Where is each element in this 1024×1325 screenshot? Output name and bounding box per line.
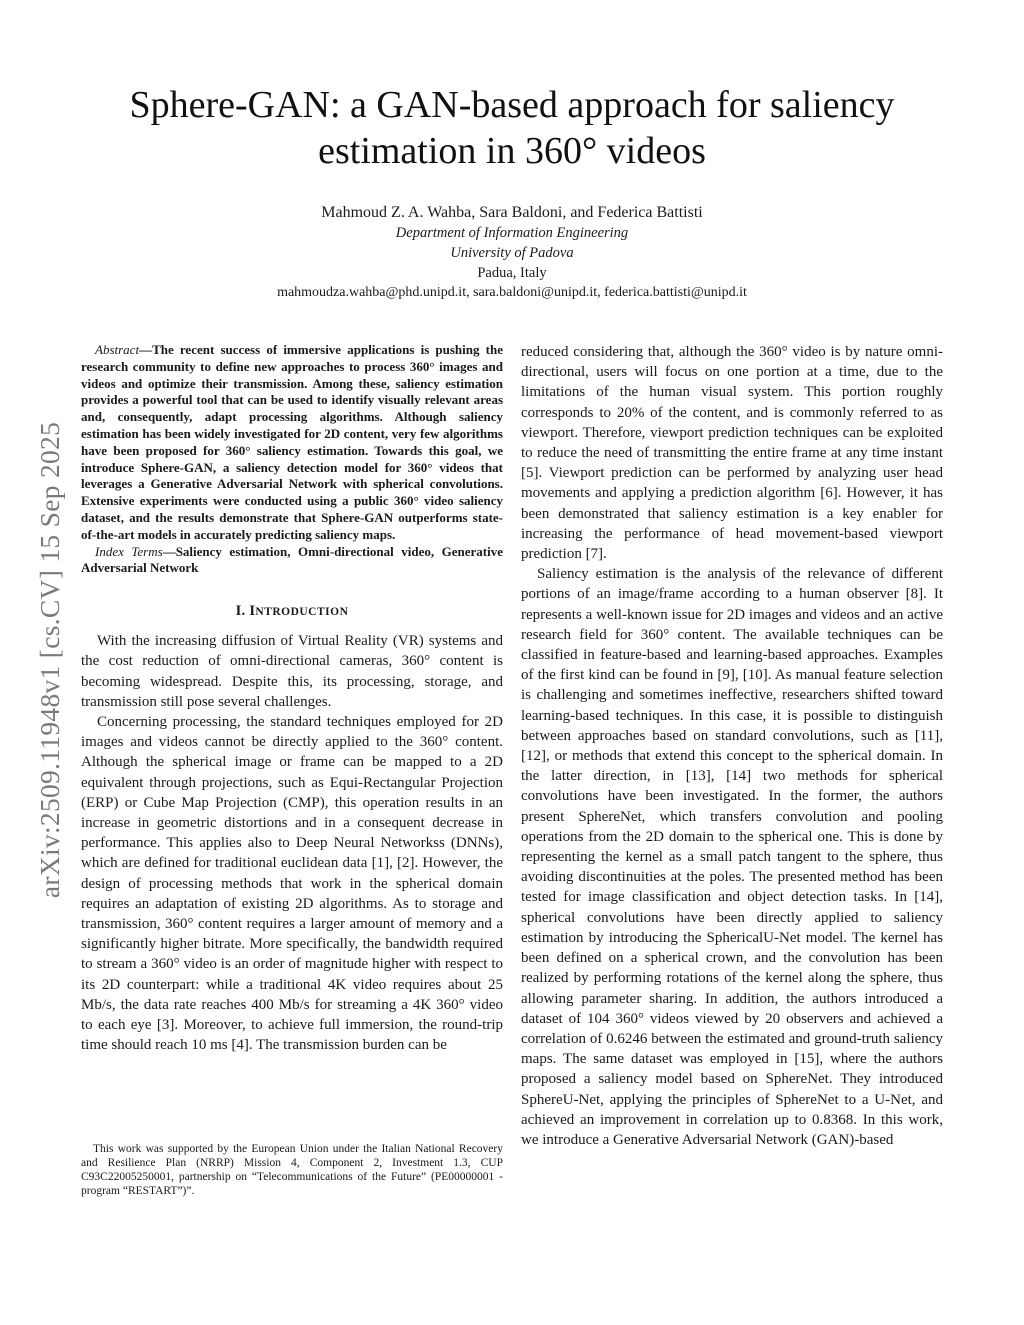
section-name: NTRODUCTION bbox=[255, 606, 349, 619]
author-list: Mahmoud Z. A. Wahba, Sara Baldoni, and Federica Battisti bbox=[321, 204, 703, 221]
abstract-text: —The recent success of immersive applications is pushing the research community to define new approaches to process 360° images and videos and optimize their transmission. Among these, saliency estimation provides a powerful tool that can be used to identify visually relevant areas and, consequently, adapt processing algorithms. Although saliency estimation has been widely investigated for 2D content, very few algorithms have been proposed for 360° saliency estimation. Towards this goal, we introduce Sphere-GAN, a saliency detection model for 360° videos that leverages a Generative Adversarial Network with spherical convolutions. Extensive experiments were conducted using a public 360° video saliency dataset, and the results demonstrate that Sphere-GAN outperforms state-of-the-art models in accurately predicting saliency maps. bbox=[81, 342, 503, 542]
right-column bbox=[521, 342, 943, 1150]
paragraph: Saliency estimation is the analysis of the relevance of different portions of an image/frame according to a human observer [8]. It represents a well-known issue for 2D images and videos and an active research field for 360° content. The available techniques can be classified in feature-based and learning-based approaches. Examples of the first kind can be found in [9], [10]. As manual feature selection is challenging and sometimes ineffective, researchers shifted toward learning-based techniques. In this case, it is possible to distinguish between approaches based on standard convolutions, such as [11], [12], or methods that extend this concept to the spherical domain. In the latter direction, in [13], [14] two methods for spherical convolutions have been investigated. In the former, the authors present SphereNet, which transfers convolution and pooling operations from the 2D domain to the spherical one. This is done by representing the kernel as a small patch tangent to the sphere, thus avoiding discontinuities at the poles. The presented method has been tested for image classification and object detection tasks. In [14], spherical convolutions have been directly applied to saliency estimation by introducing the SphericalU-Net model. The kernel has been defined on a spherical crown, and the convolution has been realized by performing rotations of the kernel along the sphere, thus allowing parameter sharing. In addition, the authors introduced a dataset of 104 360° videos viewed by 20 observers and achieved a correlation of 0.6246 between the estimated and ground-truth saliency maps. The same dataset was employed in [15], where the authors proposed a saliency model based on SphereNet. They introduced SphereU-Net, applying the principles of SphereNet to a U-Net, and achieved an improvement in correlation up to 0.8368. In this work, we introduce a Generative Adversarial Network (GAN)-based bbox=[521, 566, 943, 1148]
location: Padua, Italy bbox=[477, 265, 547, 281]
index-terms bbox=[81, 544, 503, 578]
section-heading-introduction bbox=[81, 603, 503, 620]
paragraph: reduced considering that, although the 360° video is by nature omni-directional, users will focus on one portion at a time, due to the limitations of the human visual system. This portion roughly corresponds to 20% of the content, and is commonly referred to as viewport. Therefore, viewport prediction techniques can be exploited to reduce the need of transmitting the entire frame at any time instant [5]. Viewport prediction can be performed by analyzing user head movements and applying a prediction algorithm [6]. However, it has been demonstrated that saliency estimation is a key enabler for increasing the performance of head movement-based viewport prediction [7]. bbox=[521, 344, 943, 563]
paragraph: Concerning processing, the standard techniques employed for 2D images and videos cannot be directly applied to the 360° content. Although the spherical image or frame can be mapped to a 2D equivalent through projections, such as Equi-Rectangular Projection (ERP) or Cube Map Projection (CMP), this operation results in an increase in geometric distortions and in a consequent decrease in performance. This applies also to Deep Neural Networkss (DNNs), which are defined for traditional euclidean data [1], [2]. However, the design of processing methods that work in the spherical domain requires an adaptation of existing 2D algorithms. As to storage and transmission, 360° content requires a larger amount of memory and a significantly higher bitrate. More specifically, the bandwidth required to stream a 360° video is an order of magnitude higher with respect to its 2D counterpart: while a traditional 4K video requires about 25 Mb/s, the data rate reaches 400 Mb/s for streaming a 4K 360° video to each eye [3]. Moreover, to achieve full immersion, the round-trip time should reach 10 ms [4]. The transmission burden can be bbox=[81, 713, 503, 1054]
left-column bbox=[81, 342, 503, 1055]
arxiv-identifier-text: arXiv:2509.11948v1 [cs.CV] 15 Sep 2025 bbox=[34, 421, 65, 899]
section-numeral: I. I bbox=[235, 603, 256, 620]
index-terms-label: Index Terms bbox=[95, 543, 163, 559]
paragraph: With the increasing diffusion of Virtual Reality (VR) systems and the cost reduction of omni-directional cameras, 360° content is becoming widespread. Despite this, its processing, storage, and transmission still pose several challenges. bbox=[81, 633, 503, 710]
university: University of Padova bbox=[450, 245, 574, 261]
paper-header bbox=[0, 82, 1024, 303]
paper-title: Sphere-GAN: a GAN-based approach for saliency estimation in 360° videos bbox=[129, 84, 895, 172]
funding-footnote: This work was supported by the European Union under the Italian National Recovery and Resilience Plan (NRRP) Mission 4, Component 2, Investment 1.3, CUP C93C22005250001, partnership on “Telecommunications of the Future” (PE00000001 - program “RESTART”)”. bbox=[81, 1143, 503, 1197]
department: Department of Information Engineering bbox=[395, 225, 629, 241]
abstract-label: Abstract bbox=[95, 342, 140, 357]
author-emails: mahmoudza.wahba@phd.unipd.it, sara.baldoni@unipd.it, federica.battisti@unipd.it bbox=[277, 285, 747, 300]
index-terms-text: —Saliency estimation, Omni-directional video, Generative Adversarial Network bbox=[81, 543, 504, 576]
abstract bbox=[81, 342, 503, 544]
